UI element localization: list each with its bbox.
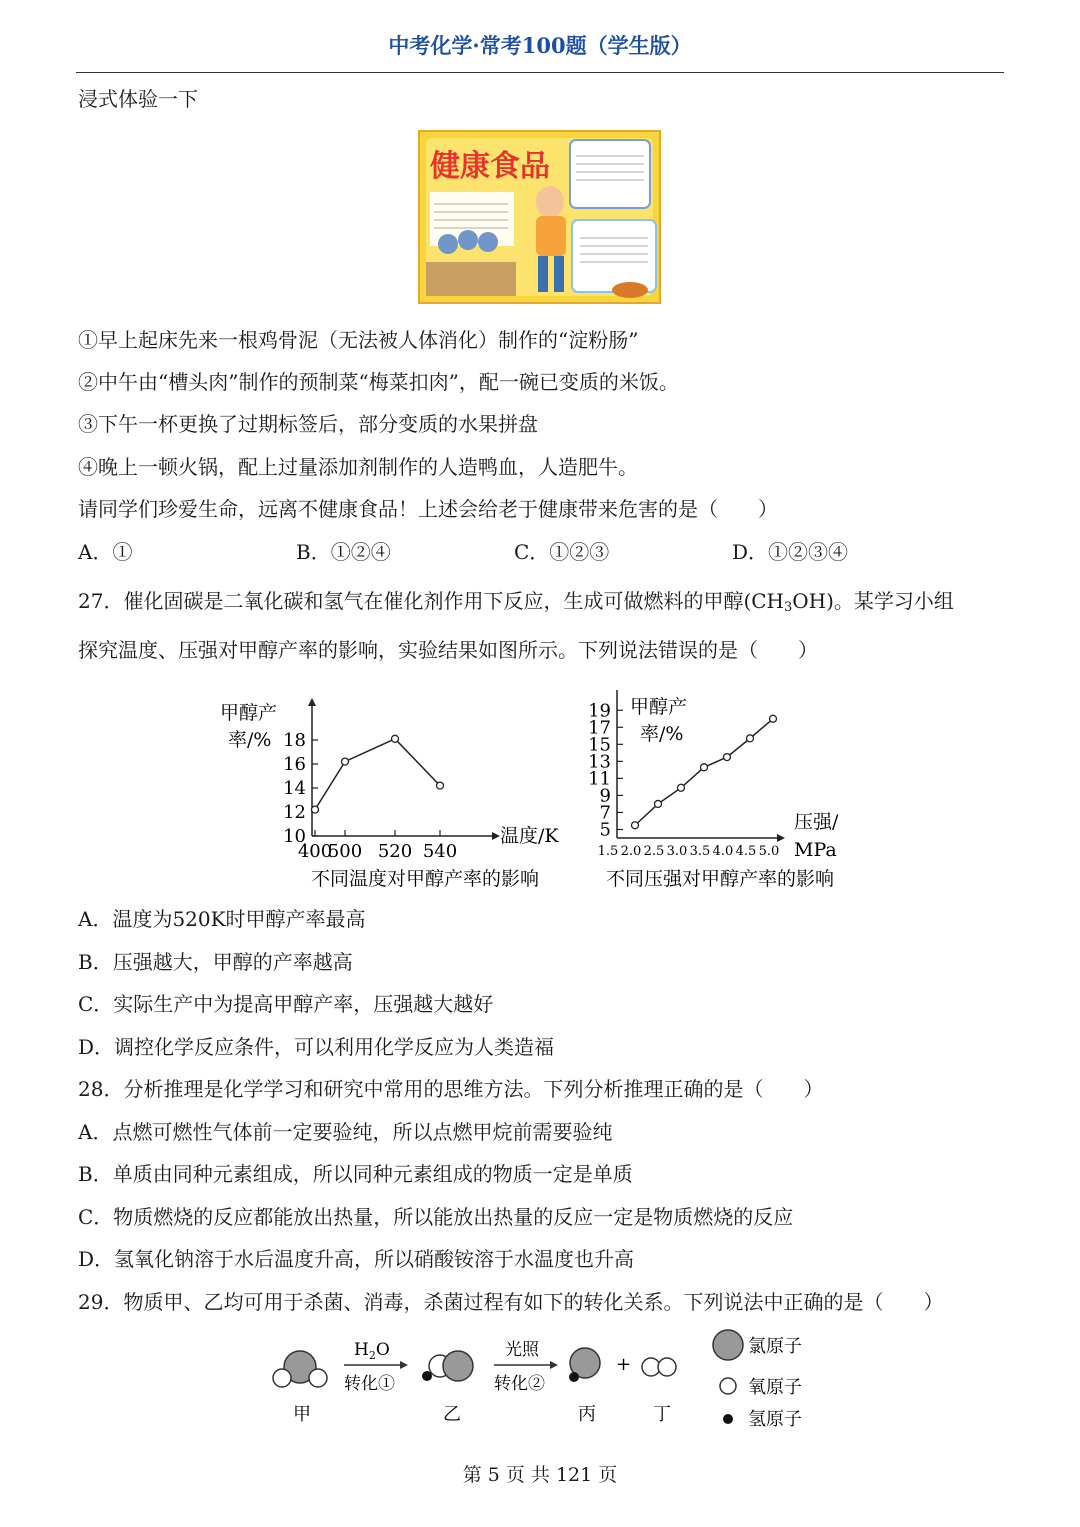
y-tick-label: 18	[283, 730, 306, 751]
y-tick-label: 7	[599, 802, 611, 824]
data-point	[392, 735, 399, 742]
y-tick-label: 17	[588, 717, 611, 739]
formula-part: OH)	[792, 589, 834, 613]
q28-option-a: A．点燃可燃性气体前一定要验纯，所以点燃甲烷前需要验纯	[78, 1120, 613, 1144]
y-tick-label: 12	[283, 802, 306, 823]
hydrogen-atom-icon	[569, 1372, 579, 1382]
q28-option-d: D．氢氧化钠溶于水后温度升高，所以硝酸铵溶于水温度也升高	[78, 1247, 635, 1271]
formula-subscript: 3	[784, 600, 793, 615]
x-tick-label: 3.5	[689, 844, 711, 859]
arrow1-head-icon	[400, 1361, 408, 1369]
q27-stem-text-1: 27．催化固碳是二氧化碳和氢气在催化剂作用下反应，生成可做燃料的甲醇	[78, 589, 744, 613]
pressure-yield-chart	[570, 690, 870, 895]
data-point	[747, 735, 754, 742]
data-point	[342, 758, 349, 765]
q26-option-a: A．①	[78, 540, 133, 564]
molecule-yi	[422, 1351, 473, 1381]
chart-caption: 不同温度对甲醇产率的影响	[310, 868, 540, 890]
data-point	[678, 784, 685, 791]
chlorine-atom-icon	[443, 1351, 473, 1381]
y-axis-label: 甲醇产	[220, 702, 278, 724]
molecule-ding	[642, 1358, 676, 1376]
q26-item-3: ③下午一杯更换了过期标签后，部分变质的水果拼盘	[78, 412, 538, 436]
page-footer: 第 5 页 共 121 页	[462, 1464, 618, 1486]
x-tick-label: 540	[422, 841, 458, 862]
y-tick-label: 5	[599, 819, 611, 841]
q27-option-a: A．温度为520K时甲醇产率最高	[78, 907, 366, 931]
x-axis-label: 温度/K	[500, 825, 559, 847]
arrow2-condition: 光照	[505, 1340, 539, 1360]
condition-part: O	[375, 1340, 390, 1360]
x-tick-label: 4.5	[735, 844, 757, 859]
q27-formula	[743, 589, 833, 613]
label-jia: 甲	[293, 1404, 311, 1425]
molecule-jia	[273, 1351, 327, 1387]
legend-hydrogen: 氢原子	[748, 1409, 802, 1430]
q26-item-2: ②中午由“槽头肉”制作的预制菜“梅菜扣肉”，配一碗已变质的米饭。	[78, 370, 679, 394]
poster-title: 健康食品	[430, 149, 550, 184]
molecule-transformation-diagram	[260, 1325, 820, 1440]
data-point	[724, 754, 731, 761]
y-tick-label: 11	[588, 768, 611, 790]
x-tick-label: 520	[377, 841, 413, 862]
q28-option-c: C．物质燃烧的反应都能放出热量，所以能放出热量的反应一定是物质燃烧的反应	[78, 1205, 794, 1229]
y-axis-arrow-icon	[308, 698, 316, 706]
hydrogen-atom-icon	[422, 1371, 432, 1381]
y-tick-label: 10	[283, 826, 306, 847]
condition-part: H	[354, 1340, 369, 1360]
x-tick-label: 4.0	[712, 844, 734, 859]
q26-option-c: C．①②③	[514, 540, 610, 564]
q27-stem-line2: 探究温度、压强对甲醇产率的影响，实验结果如图所示。下列说法错误的是（ ）	[78, 638, 818, 662]
y-tick-label: 16	[283, 754, 306, 775]
x-axis-arrow-icon	[492, 832, 500, 840]
hydrogen-legend-icon	[723, 1414, 733, 1424]
data-point	[632, 822, 639, 829]
x-tick-label: 2.5	[643, 844, 665, 859]
q27-option-d: D．调控化学反应条件，可以利用化学反应为人类造福	[78, 1035, 555, 1059]
y-tick-label: 9	[599, 785, 611, 807]
legend	[713, 1330, 802, 1430]
oxygen-atom-icon	[658, 1358, 676, 1376]
data-point	[770, 715, 777, 722]
arrow1-label: 转化①	[344, 1374, 395, 1394]
legend-chlorine: 氯原子	[748, 1336, 802, 1357]
data-point	[655, 800, 662, 807]
x-tick-label: 5.0	[758, 844, 780, 859]
q27-option-b: B．压强越大，甲醇的产率越高	[78, 950, 353, 974]
q28-stem: 28．分析推理是化学学习和研究中常用的思维方法。下列分析推理正确的是（ ）	[78, 1077, 824, 1101]
x-tick-label: 3.0	[666, 844, 688, 859]
data-point	[312, 806, 319, 813]
y-axis-label: 甲醇产	[630, 696, 688, 718]
chlorine-legend-icon	[713, 1330, 743, 1360]
healthy-food-poster-image	[418, 130, 661, 304]
temperature-yield-chart	[210, 690, 570, 895]
label-ding: 丁	[653, 1404, 671, 1425]
y-axis-label: 率/%	[640, 723, 684, 745]
x-tick-label: 1.5	[597, 844, 619, 859]
page-header-title: 中考化学·常考100题（学生版）	[388, 33, 692, 58]
data-point	[437, 782, 444, 789]
series-line	[315, 739, 440, 810]
condition-subscript: 2	[368, 1349, 376, 1362]
label-bing: 丙	[578, 1404, 596, 1425]
intro-text: 浸式体验一下	[78, 87, 198, 111]
q26-item-4: ④晚上一顿火锅，配上过量添加剂制作的人造鸭血，人造肥牛。	[78, 455, 638, 479]
oxygen-atom-icon	[309, 1369, 327, 1387]
label-yi: 乙	[443, 1404, 461, 1425]
legend-oxygen: 氧原子	[748, 1377, 802, 1398]
q27-stem-text-2: 。某学习小组	[833, 589, 954, 613]
y-tick-label: 19	[588, 700, 611, 722]
plus-sign: +	[616, 1354, 632, 1375]
x-tick-label: 500	[327, 841, 363, 862]
oxygen-legend-icon	[720, 1378, 736, 1394]
y-tick-label: 15	[588, 734, 611, 756]
poster-illustration	[420, 132, 659, 302]
y-axis-label: 率/%	[228, 729, 272, 751]
arrow2-head-icon	[550, 1361, 558, 1369]
q26-item-1: ①早上起床先来一根鸡骨泥（无法被人体消化）制作的“淀粉肠”	[78, 328, 639, 352]
q27-option-c: C．实际生产中为提高甲醇产率，压强越大越好	[78, 992, 494, 1016]
header-divider	[76, 72, 1004, 73]
q29-stem: 29．物质甲、乙均可用于杀菌、消毒，杀菌过程有如下的转化关系。下列说法中正确的是（ ）	[78, 1290, 944, 1314]
chart-caption: 不同压强对甲醇产率的影响	[605, 868, 835, 890]
x-tick-label: 2.0	[620, 844, 642, 859]
y-tick-label: 14	[283, 778, 306, 799]
q27-stem-line1	[78, 588, 954, 621]
arrow1-condition	[354, 1340, 390, 1362]
data-point	[701, 764, 708, 771]
q26-option-d: D．①②③④	[732, 540, 849, 564]
x-axis-arrow-icon	[777, 834, 785, 842]
formula-part: (CH	[743, 589, 784, 613]
arrow2-label: 转化②	[494, 1374, 545, 1394]
molecule-bing	[569, 1348, 600, 1382]
oxygen-atom-icon	[273, 1369, 291, 1387]
x-tick-label: 400	[297, 841, 333, 862]
y-tick-label: 13	[588, 751, 611, 773]
q26-stem: 请同学们珍爱生命，远离不健康食品！上述会给老于健康带来危害的是（ ）	[78, 497, 778, 521]
x-axis-label: MPa	[794, 839, 837, 861]
q26-option-b: B．①②④	[296, 540, 391, 564]
x-axis-label: 压强/	[794, 811, 839, 833]
q28-option-b: B．单质由同种元素组成，所以同种元素组成的物质一定是单质	[78, 1162, 633, 1186]
